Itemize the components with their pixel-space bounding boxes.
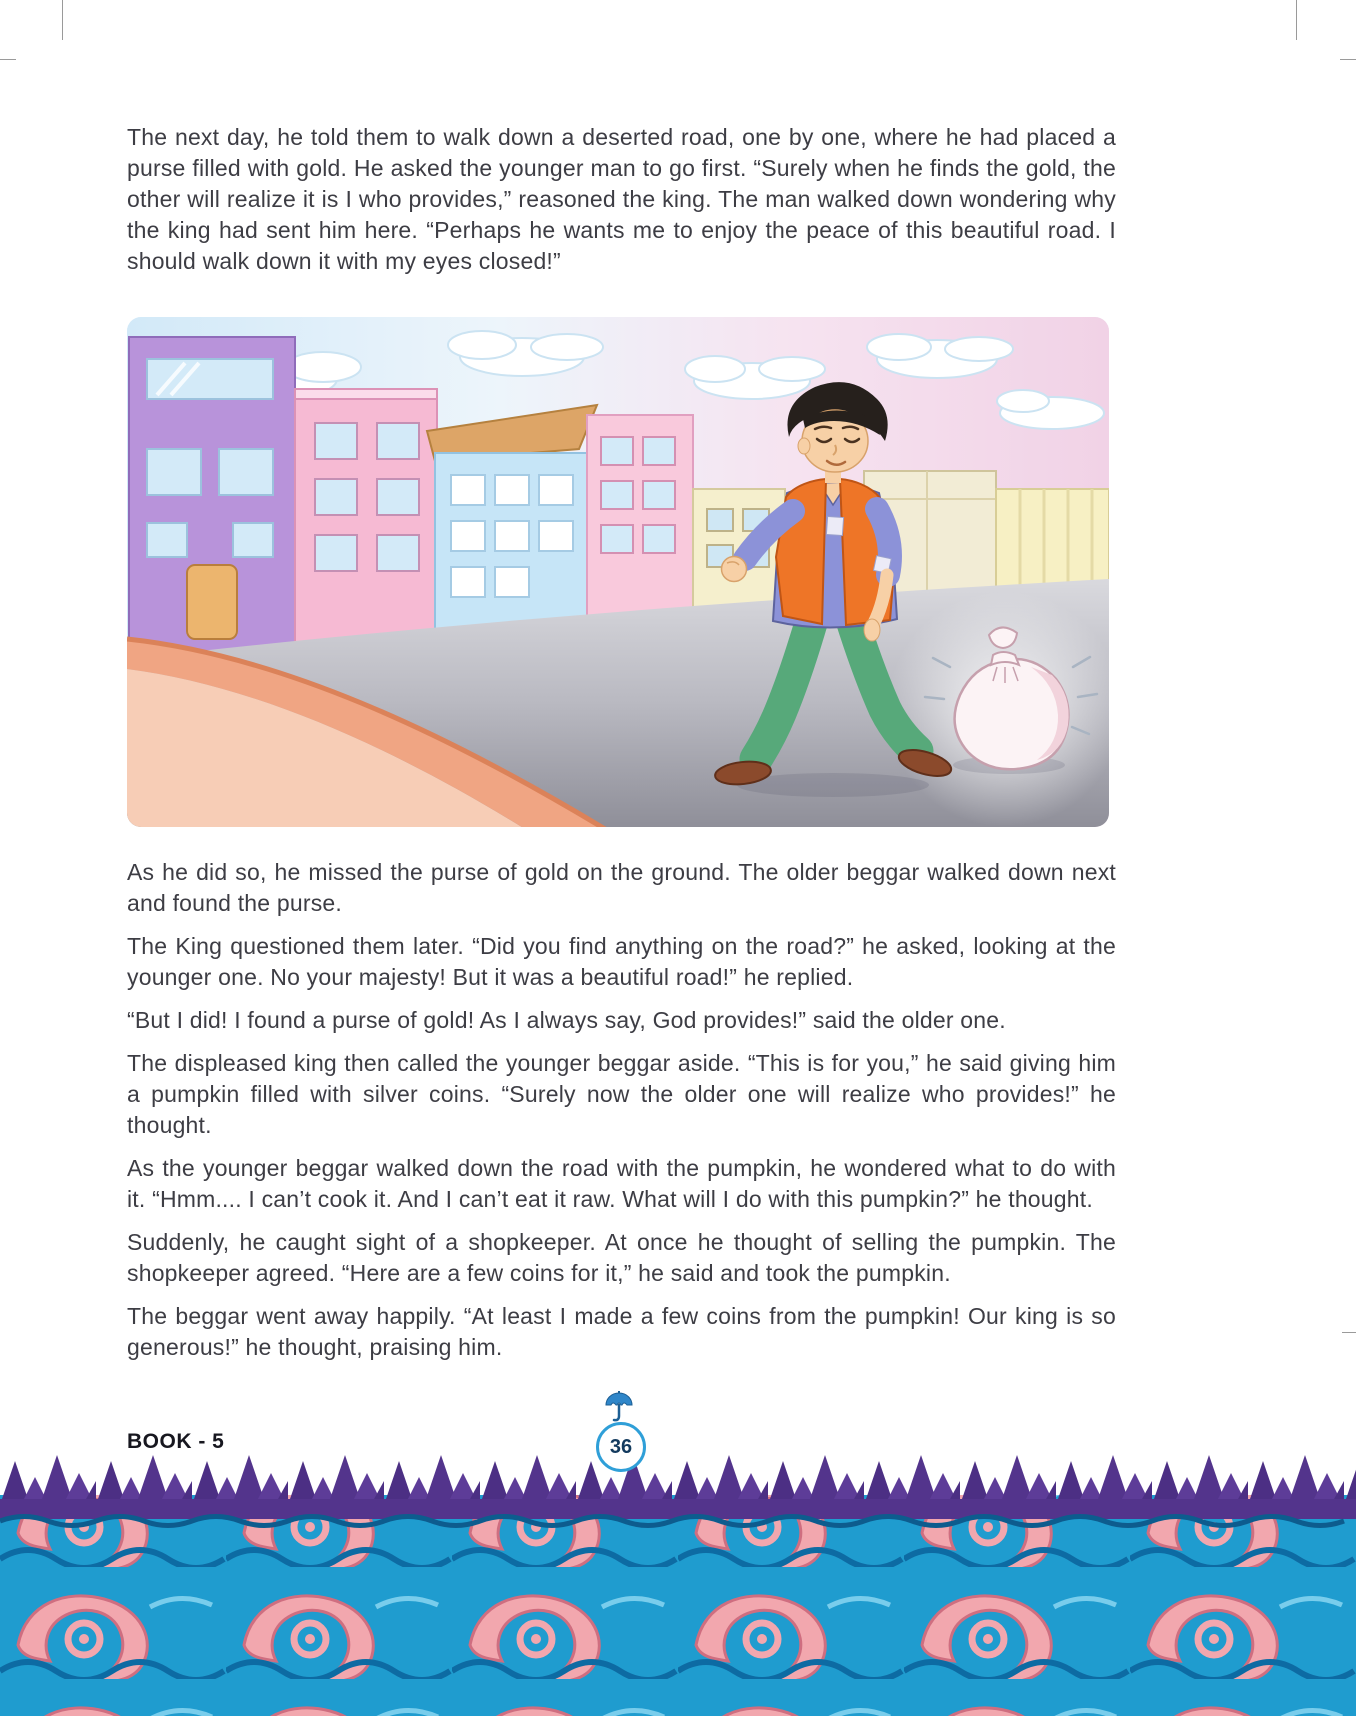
crop-mark bbox=[62, 0, 63, 40]
crop-mark bbox=[1340, 59, 1356, 60]
story-paragraph: Suddenly, he caught sight of a shopkeeper. At once he thought of selling the pumpkin. The shopkeeper agreed. “Here are a few coins for it,” he said and took the pumpkin. bbox=[127, 1229, 1116, 1286]
crop-mark bbox=[1296, 0, 1297, 40]
book-label: BOOK - 5 bbox=[127, 1430, 225, 1453]
story-paragraph: “But I did! I found a purse of gold! As I always say, God provides!” said the older one. bbox=[127, 1007, 1006, 1033]
page-number-badge bbox=[596, 1422, 646, 1472]
page-content bbox=[127, 122, 1116, 1375]
crop-mark bbox=[1342, 1332, 1356, 1333]
story-paragraph: The next day, he told them to walk down a deserted road, one by one, where he had placed a purse filled with gold. He asked the younger man to go first. “Surely when he finds the gold, the other will realize it is I who provides,” reasoned the king. The man walked down wondering why the king had sent him here. “Perhaps he wants me to enjoy the peace of this beautiful road. I should walk down it with my eyes closed!” bbox=[127, 124, 1116, 274]
story-illustration bbox=[127, 317, 1109, 827]
story-paragraph: As the younger beggar walked down the road with the pumpkin, he wondered what to do with it. “Hmm.... I can’t cook it. And I can’t eat it raw. What will I do with this pumpkin?” he thought. bbox=[127, 1155, 1116, 1212]
decorative-border bbox=[0, 1455, 1356, 1716]
story-paragraph: The displeased king then called the younger beggar aside. “This is for you,” he said giving him a pumpkin filled with silver coins. “Surely now the older one will realize who provides!” he thought. bbox=[127, 1050, 1116, 1138]
crop-mark bbox=[0, 59, 16, 60]
story-paragraph: The King questioned them later. “Did you find anything on the road?” he asked, looking at the younger one. No your majesty! But it was a beautiful road!” he replied. bbox=[127, 933, 1116, 990]
story-paragraph: The beggar went away happily. “At least I made a few coins from the pumpkin! Our king is so generous!” he thought, praising him. bbox=[127, 1303, 1116, 1360]
water-waves bbox=[0, 1495, 1356, 1716]
page-number: 36 bbox=[609, 1435, 633, 1458]
forest-silhouette bbox=[0, 1455, 1356, 1519]
story-paragraph: As he did so, he missed the purse of gold on the ground. The older beggar walked down next and found the purse. bbox=[127, 859, 1116, 916]
